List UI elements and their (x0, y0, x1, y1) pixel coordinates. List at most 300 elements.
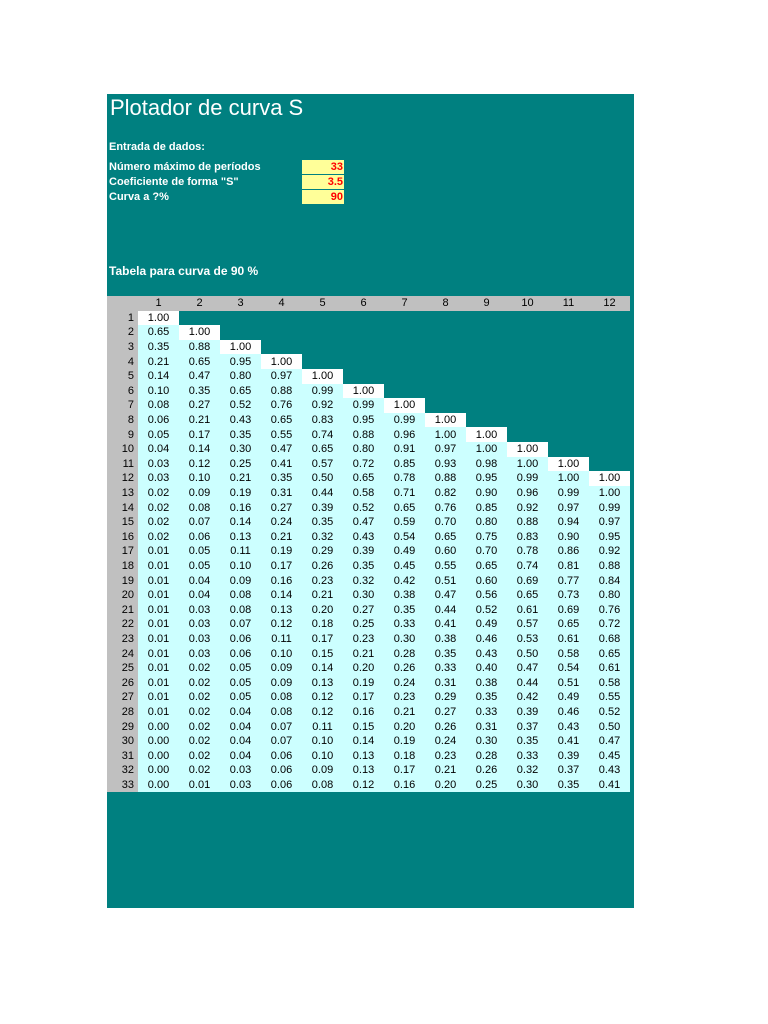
table-cell: 0.19 (220, 486, 261, 501)
table-row (107, 530, 630, 545)
table-cell: 0.00 (138, 734, 179, 749)
table-cell: 0.56 (466, 588, 507, 603)
table-cell: 0.10 (261, 646, 302, 661)
table-cell: 0.21 (425, 763, 466, 778)
empty-cell (589, 354, 630, 369)
table-cell: 0.13 (220, 530, 261, 545)
row-header: 19 (107, 573, 138, 588)
table-row (107, 515, 630, 530)
table-cell: 0.72 (589, 617, 630, 632)
row-header: 11 (107, 457, 138, 472)
row-header: 2 (107, 325, 138, 340)
table-cell: 0.33 (425, 661, 466, 676)
table-cell: 0.11 (220, 544, 261, 559)
row-header: 5 (107, 369, 138, 384)
table-cell: 0.29 (425, 690, 466, 705)
table-cell: 0.47 (589, 734, 630, 749)
table-cell: 0.37 (548, 763, 589, 778)
table-cell: 0.52 (589, 705, 630, 720)
table-row (107, 734, 630, 749)
table-cell: 0.14 (302, 661, 343, 676)
table-cell: 1.00 (261, 354, 302, 369)
table-cell: 0.38 (466, 675, 507, 690)
table-cell: 0.03 (220, 763, 261, 778)
table-cell: 0.35 (302, 515, 343, 530)
table-cell: 0.99 (384, 413, 425, 428)
table-cell: 0.06 (261, 748, 302, 763)
row-header: 31 (107, 748, 138, 763)
table-cell: 0.01 (138, 632, 179, 647)
table-cell: 0.99 (589, 500, 630, 515)
table-cell: 0.05 (138, 427, 179, 442)
table-cell: 1.00 (138, 311, 179, 326)
table-cell: 0.20 (302, 602, 343, 617)
table-cell: 1.00 (589, 486, 630, 501)
table-cell: 0.35 (343, 559, 384, 574)
table-row (107, 646, 630, 661)
empty-cell (507, 311, 548, 326)
table-cell: 0.14 (343, 734, 384, 749)
row-header: 33 (107, 778, 138, 793)
empty-cell (507, 369, 548, 384)
row-header: 18 (107, 559, 138, 574)
column-header-row (107, 296, 630, 311)
table-cell: 0.80 (589, 588, 630, 603)
table-cell: 0.53 (507, 632, 548, 647)
table-cell: 0.16 (220, 500, 261, 515)
table-cell: 0.28 (384, 646, 425, 661)
table-cell: 0.08 (179, 500, 220, 515)
table-cell: 0.32 (343, 573, 384, 588)
empty-cell (343, 340, 384, 355)
table-cell: 0.39 (507, 705, 548, 720)
table-row (107, 705, 630, 720)
table-cell: 0.35 (548, 778, 589, 793)
table-cell: 0.29 (302, 544, 343, 559)
empty-cell (302, 325, 343, 340)
table-cell: 0.19 (343, 675, 384, 690)
table-cell: 0.27 (425, 705, 466, 720)
table-cell: 0.13 (343, 748, 384, 763)
empty-cell (548, 340, 589, 355)
table-cell: 0.12 (179, 457, 220, 472)
table-cell: 0.12 (343, 778, 384, 793)
table-cell: 0.35 (138, 340, 179, 355)
table-cell: 0.27 (261, 500, 302, 515)
empty-cell (507, 340, 548, 355)
table-cell: 0.01 (138, 588, 179, 603)
table-cell: 0.31 (425, 675, 466, 690)
table-cell: 0.55 (261, 427, 302, 442)
row-header: 26 (107, 675, 138, 690)
max-periods-input[interactable]: 33 (302, 160, 344, 174)
table-cell: 0.33 (466, 705, 507, 720)
row-header: 29 (107, 719, 138, 734)
table-cell: 0.12 (302, 705, 343, 720)
empty-cell (548, 354, 589, 369)
table-cell: 0.10 (220, 559, 261, 574)
table-cell: 0.05 (179, 544, 220, 559)
table-cell: 0.41 (589, 778, 630, 793)
table-row (107, 471, 630, 486)
table-cell: 0.80 (466, 515, 507, 530)
table-cell: 0.25 (343, 617, 384, 632)
empty-cell (466, 398, 507, 413)
table-cell: 0.97 (589, 515, 630, 530)
table-cell: 0.69 (507, 573, 548, 588)
table-cell: 0.65 (466, 559, 507, 574)
table-row (107, 690, 630, 705)
table-cell: 0.52 (220, 398, 261, 413)
table-cell: 0.58 (548, 646, 589, 661)
table-cell: 0.30 (507, 778, 548, 793)
table-cell: 0.14 (179, 442, 220, 457)
table-cell: 0.43 (548, 719, 589, 734)
table-cell: 0.49 (548, 690, 589, 705)
table-cell: 0.54 (384, 530, 425, 545)
table-cell: 0.02 (179, 690, 220, 705)
table-cell: 0.65 (138, 325, 179, 340)
table-cell: 0.95 (589, 530, 630, 545)
table-cell: 0.72 (343, 457, 384, 472)
table-cell: 0.18 (302, 617, 343, 632)
table-cell: 0.41 (548, 734, 589, 749)
empty-cell (343, 369, 384, 384)
row-header: 21 (107, 602, 138, 617)
table-cell: 0.35 (384, 602, 425, 617)
table-cell: 0.41 (425, 617, 466, 632)
table-row (107, 617, 630, 632)
row-header: 32 (107, 763, 138, 778)
row-header: 13 (107, 486, 138, 501)
empty-cell (548, 325, 589, 340)
table-cell: 0.54 (548, 661, 589, 676)
empty-cell (425, 398, 466, 413)
table-cell: 1.00 (425, 427, 466, 442)
empty-cell (589, 427, 630, 442)
table-cell: 0.65 (589, 646, 630, 661)
table-cell: 0.92 (302, 398, 343, 413)
empty-cell (425, 369, 466, 384)
empty-cell (507, 398, 548, 413)
empty-cell (589, 369, 630, 384)
table-cell: 0.98 (466, 457, 507, 472)
table-cell: 1.00 (384, 398, 425, 413)
shape-coefficient-input[interactable]: 3.5 (302, 175, 344, 189)
table-cell: 0.31 (466, 719, 507, 734)
table-cell: 0.93 (425, 457, 466, 472)
table-row (107, 675, 630, 690)
empty-cell (548, 413, 589, 428)
table-cell: 0.96 (507, 486, 548, 501)
table-cell: 0.35 (261, 471, 302, 486)
table-cell: 0.07 (220, 617, 261, 632)
table-cell: 0.42 (507, 690, 548, 705)
row-header: 8 (107, 413, 138, 428)
column-header: 7 (384, 296, 425, 311)
table-cell: 0.24 (384, 675, 425, 690)
table-cell: 0.52 (343, 500, 384, 515)
table-cell: 0.70 (425, 515, 466, 530)
empty-cell (507, 427, 548, 442)
row-header: 16 (107, 530, 138, 545)
table-cell: 0.35 (179, 384, 220, 399)
table-cell: 0.19 (384, 734, 425, 749)
table-cell: 0.47 (179, 369, 220, 384)
table-row (107, 486, 630, 501)
table-cell: 0.20 (343, 661, 384, 676)
table-cell: 0.94 (548, 515, 589, 530)
row-header: 23 (107, 632, 138, 647)
table-row (107, 778, 630, 793)
table-cell: 0.05 (220, 690, 261, 705)
table-cell: 0.02 (138, 530, 179, 545)
table-row (107, 719, 630, 734)
table-cell: 0.11 (261, 632, 302, 647)
empty-cell (220, 325, 261, 340)
table-cell: 0.17 (302, 632, 343, 647)
table-cell: 0.65 (261, 413, 302, 428)
table-cell: 0.01 (179, 778, 220, 793)
table-cell: 0.85 (466, 500, 507, 515)
table-row (107, 340, 630, 355)
table-cell: 0.33 (507, 748, 548, 763)
table-cell: 0.65 (220, 384, 261, 399)
table-cell: 0.44 (302, 486, 343, 501)
table-cell: 0.02 (179, 748, 220, 763)
empty-cell (425, 311, 466, 326)
table-row (107, 354, 630, 369)
empty-cell (425, 340, 466, 355)
table-cell: 0.03 (179, 617, 220, 632)
input-section-heading: Entrada de dados: (109, 141, 205, 153)
table-cell: 0.32 (507, 763, 548, 778)
table-cell: 0.03 (220, 778, 261, 793)
table-cell: 0.97 (548, 500, 589, 515)
table-cell: 0.04 (179, 573, 220, 588)
corner-cell (107, 296, 138, 311)
table-cell: 0.01 (138, 690, 179, 705)
curve-percent-label: Curva a ?% (109, 191, 169, 203)
empty-cell (384, 354, 425, 369)
empty-cell (384, 311, 425, 326)
table-cell: 0.47 (425, 588, 466, 603)
row-header: 1 (107, 311, 138, 326)
page-title: Plotador de curva S (110, 95, 304, 120)
table-cell: 0.92 (507, 500, 548, 515)
table-cell: 0.08 (138, 398, 179, 413)
table-cell: 0.50 (589, 719, 630, 734)
table-cell: 0.01 (138, 559, 179, 574)
table-cell: 1.00 (179, 325, 220, 340)
table-cell: 1.00 (548, 471, 589, 486)
table-cell: 0.21 (261, 530, 302, 545)
table-cell: 0.78 (507, 544, 548, 559)
empty-cell (425, 354, 466, 369)
empty-cell (589, 311, 630, 326)
table-cell: 0.17 (179, 427, 220, 442)
table-cell: 0.14 (220, 515, 261, 530)
max-periods-label: Número máximo de períodos (109, 161, 261, 173)
table-cell: 0.74 (302, 427, 343, 442)
table-cell: 0.35 (220, 427, 261, 442)
empty-cell (302, 340, 343, 355)
table-cell: 0.23 (384, 690, 425, 705)
empty-cell (384, 369, 425, 384)
table-cell: 0.25 (466, 778, 507, 793)
row-header: 14 (107, 500, 138, 515)
row-header: 7 (107, 398, 138, 413)
table-cell: 0.20 (384, 719, 425, 734)
table-cell: 0.00 (138, 778, 179, 793)
table-row (107, 457, 630, 472)
table-cell: 0.60 (425, 544, 466, 559)
empty-cell (466, 384, 507, 399)
table-cell: 0.17 (384, 763, 425, 778)
table-cell: 0.27 (343, 602, 384, 617)
table-cell: 0.19 (261, 544, 302, 559)
empty-cell (179, 311, 220, 326)
table-cell: 0.80 (220, 369, 261, 384)
table-cell: 0.71 (384, 486, 425, 501)
table-cell: 0.06 (261, 778, 302, 793)
table-cell: 0.05 (220, 661, 261, 676)
table-cell: 0.01 (138, 544, 179, 559)
table-cell: 0.26 (425, 719, 466, 734)
empty-cell (302, 354, 343, 369)
table-cell: 0.14 (261, 588, 302, 603)
table-cell: 0.08 (261, 705, 302, 720)
table-cell: 0.73 (548, 588, 589, 603)
table-cell: 0.06 (261, 763, 302, 778)
table-cell: 0.32 (302, 530, 343, 545)
table-cell: 0.41 (261, 457, 302, 472)
table-cell: 0.68 (589, 632, 630, 647)
table-cell: 0.40 (466, 661, 507, 676)
table-cell: 0.88 (425, 471, 466, 486)
empty-cell (261, 311, 302, 326)
table-cell: 0.58 (343, 486, 384, 501)
table-cell: 0.55 (425, 559, 466, 574)
table-cell: 0.65 (179, 354, 220, 369)
table-cell: 0.60 (466, 573, 507, 588)
empty-cell (589, 442, 630, 457)
empty-cell (548, 384, 589, 399)
table-cell: 0.95 (220, 354, 261, 369)
table-cell: 0.57 (507, 617, 548, 632)
table-cell: 0.55 (589, 690, 630, 705)
table-row (107, 661, 630, 676)
row-header: 15 (107, 515, 138, 530)
table-cell: 0.00 (138, 763, 179, 778)
table-cell: 0.35 (507, 734, 548, 749)
empty-cell (548, 311, 589, 326)
table-cell: 0.74 (507, 559, 548, 574)
table-cell: 0.09 (179, 486, 220, 501)
table-cell: 0.08 (220, 588, 261, 603)
table-cell: 0.57 (302, 457, 343, 472)
empty-cell (589, 384, 630, 399)
table-cell: 0.77 (548, 573, 589, 588)
table-row (107, 398, 630, 413)
table-cell: 0.25 (220, 457, 261, 472)
column-header: 1 (138, 296, 179, 311)
table-cell: 0.24 (425, 734, 466, 749)
table-cell: 0.09 (261, 675, 302, 690)
table-cell: 0.01 (138, 646, 179, 661)
table-cell: 0.47 (507, 661, 548, 676)
empty-cell (466, 369, 507, 384)
table-cell: 0.83 (507, 530, 548, 545)
table-cell: 0.21 (302, 588, 343, 603)
row-header: 4 (107, 354, 138, 369)
table-cell: 1.00 (425, 413, 466, 428)
table-cell: 0.99 (507, 471, 548, 486)
table-cell: 0.02 (179, 719, 220, 734)
table-cell: 0.04 (138, 442, 179, 457)
table-cell: 1.00 (466, 427, 507, 442)
table-cell: 0.47 (261, 442, 302, 457)
table-row (107, 632, 630, 647)
table-cell: 0.23 (425, 748, 466, 763)
table-cell: 1.00 (343, 384, 384, 399)
table-cell: 0.76 (261, 398, 302, 413)
table-row (107, 763, 630, 778)
row-header: 24 (107, 646, 138, 661)
table-cell: 0.88 (343, 427, 384, 442)
row-header: 27 (107, 690, 138, 705)
table-cell: 1.00 (589, 471, 630, 486)
table-cell: 0.01 (138, 602, 179, 617)
table-cell: 1.00 (220, 340, 261, 355)
table-cell: 0.04 (220, 748, 261, 763)
table-cell: 1.00 (548, 457, 589, 472)
table-cell: 0.03 (179, 632, 220, 647)
table-cell: 0.99 (548, 486, 589, 501)
empty-cell (343, 325, 384, 340)
table-cell: 0.13 (343, 763, 384, 778)
empty-cell (589, 340, 630, 355)
table-cell: 0.76 (425, 500, 466, 515)
empty-cell (425, 384, 466, 399)
table-cell: 0.47 (343, 515, 384, 530)
table-cell: 0.15 (343, 719, 384, 734)
empty-cell (466, 354, 507, 369)
table-cell: 0.16 (261, 573, 302, 588)
table-cell: 0.21 (138, 354, 179, 369)
table-cell: 0.02 (179, 661, 220, 676)
table-cell: 0.75 (466, 530, 507, 545)
row-header: 30 (107, 734, 138, 749)
table-cell: 0.80 (343, 442, 384, 457)
curve-percent-input[interactable]: 90 (302, 190, 344, 204)
table-cell: 0.01 (138, 573, 179, 588)
s-curve-table (107, 296, 630, 792)
empty-cell (384, 340, 425, 355)
table-cell: 0.09 (220, 573, 261, 588)
row-header: 9 (107, 427, 138, 442)
table-cell: 0.99 (302, 384, 343, 399)
table-cell: 0.35 (425, 646, 466, 661)
row-header: 22 (107, 617, 138, 632)
table-cell: 0.04 (220, 734, 261, 749)
empty-cell (507, 413, 548, 428)
table-cell: 0.86 (548, 544, 589, 559)
table-cell: 0.04 (220, 705, 261, 720)
empty-cell (589, 457, 630, 472)
table-cell: 0.83 (302, 413, 343, 428)
table-cell: 0.51 (548, 675, 589, 690)
